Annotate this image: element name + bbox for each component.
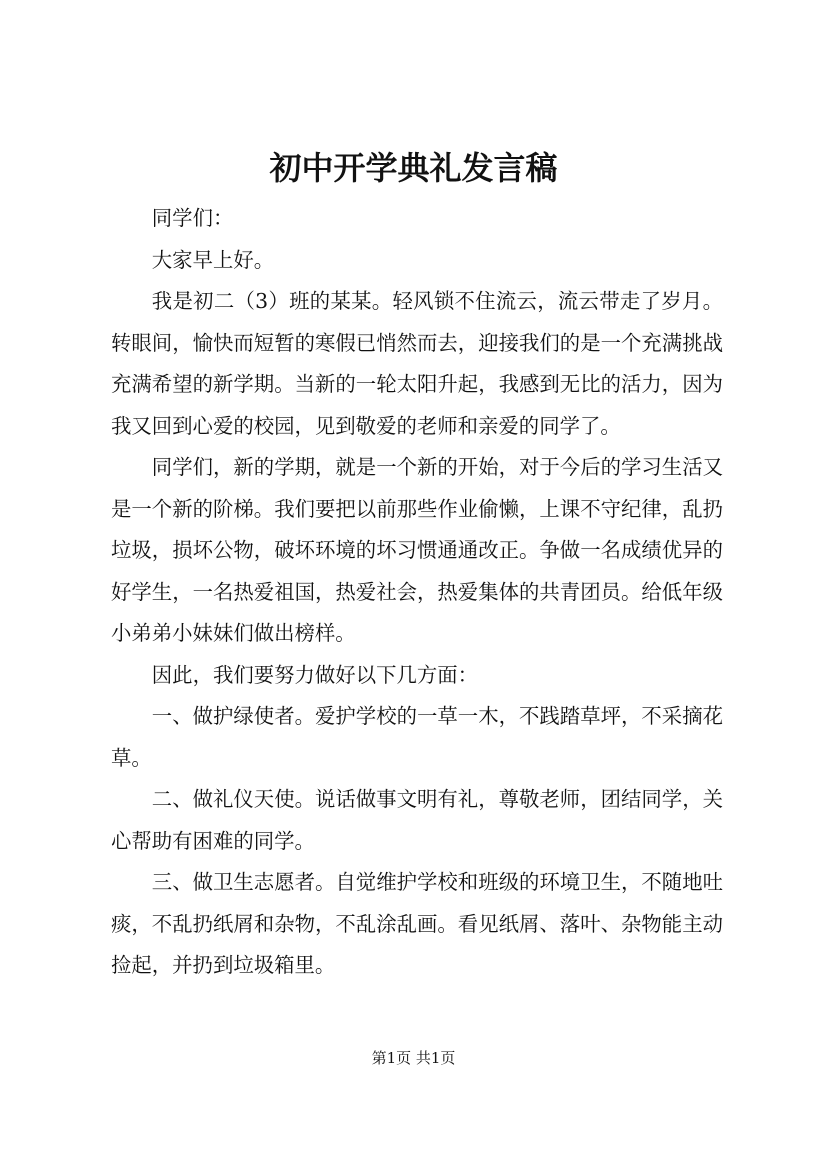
paragraph-new-semester: 同学们，新的学期，就是一个新的开始，对于今后的学习生活又是一个新的阶梯。我们要把以前那些作业偷懒，上课不守纪律，乱扔垃圾，损坏公物，破坏环境的坏习惯通通改正。争做一名成绩优异的好学生，一名热爱祖国，热爱社会，热爱集体的共青团员。给低年级小弟弟小妹妹们做出榜样。 xyxy=(111,455,723,645)
document-title: 初中开学典礼发言稿 xyxy=(269,149,558,187)
paragraph-therefore: 因此，我们要努力做好以下几方面： xyxy=(151,662,479,687)
paragraph-point-two: 二、做礼仪天使。说话做事文明有礼，尊敬老师，团结同学，关心帮助有困难的同学。 xyxy=(111,787,723,853)
paragraph-point-three: 三、做卫生志愿者。自觉维护学校和班级的环境卫生，不随地吐痰，不乱扔纸屑和杂物，不乱涂乱画。看见纸屑、落叶、杂物能主动捡起，并扔到垃圾箱里。 xyxy=(111,870,723,977)
paragraph-point-one: 一、做护绿使者。爱护学校的一草一木，不践踏草坪，不采摘花草。 xyxy=(111,704,723,770)
paragraph-good-morning: 大家早上好。 xyxy=(151,247,275,272)
document-body xyxy=(111,198,723,987)
page-number-footer: 第1页 共1页 xyxy=(371,1049,456,1067)
paragraph-introduction: 我是初二（3）班的某某。轻风锁不住流云，流云带走了岁月。转眼间，愉快而短暂的寒假已悄然而去，迎接我们的是一个充满挑战充满希望的新学期。当新的一轮太阳升起，我感到无比的活力，因为我又回到心爱的校园，见到敬爱的老师和亲爱的同学了。 xyxy=(111,289,723,438)
paragraph-greeting: 同学们： xyxy=(151,206,234,230)
